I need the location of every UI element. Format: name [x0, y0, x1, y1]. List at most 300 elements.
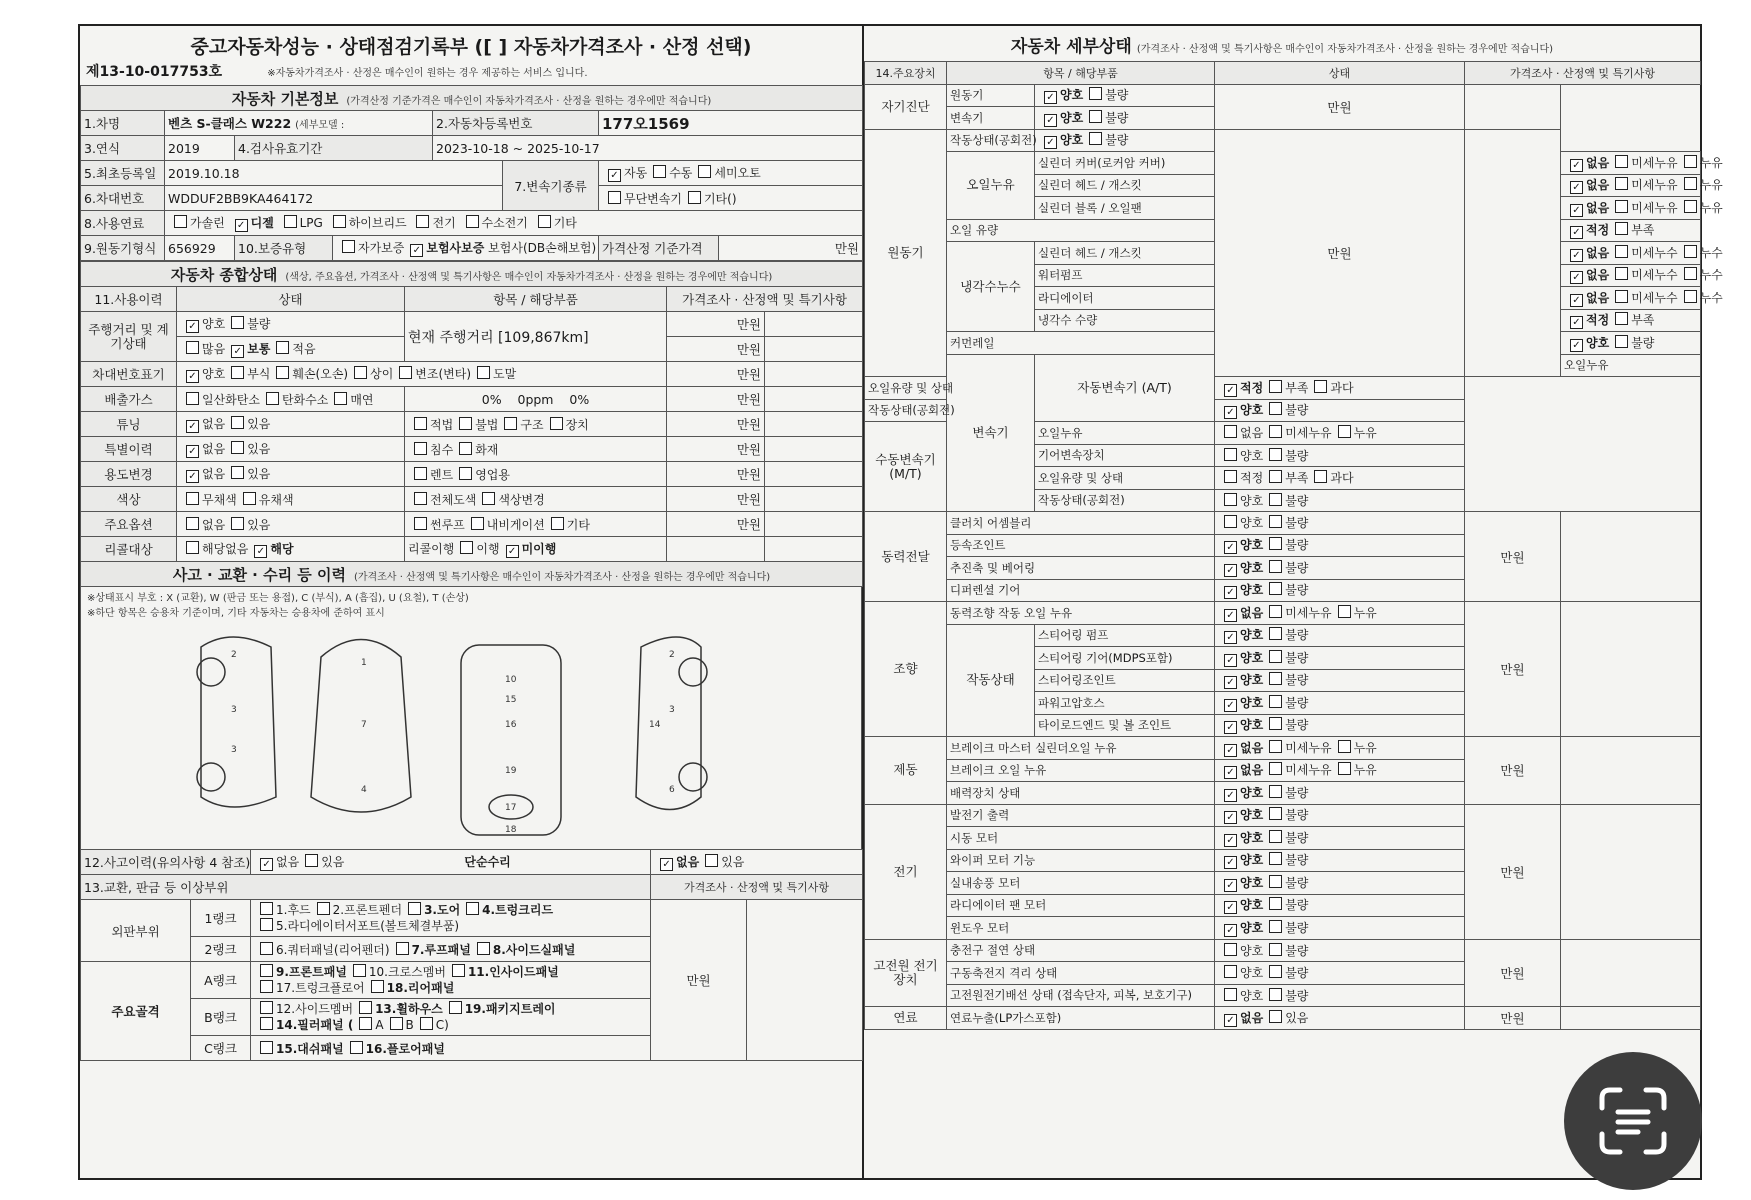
- checkbox-ps_oil-leak: [1338, 605, 1351, 618]
- checkbox-fuel_leak-exist: [1269, 1010, 1282, 1023]
- opt-diesel: 디젤: [250, 216, 274, 230]
- checkbox-mt_oil_leak-leak: [1338, 425, 1351, 438]
- check-rBd: [260, 1017, 273, 1030]
- unit-mileage-1: 만원: [667, 312, 765, 337]
- car-right-side-view: [636, 637, 701, 810]
- check-repair-exist: [705, 854, 718, 867]
- option-good: 양호: [1240, 673, 1264, 688]
- option-short: 부족: [1631, 223, 1655, 238]
- exchange-price-col: 가격조사 · 산정액 및 특기사항: [651, 875, 863, 900]
- check-rBe: [359, 1017, 372, 1030]
- option-bad: 불량: [1285, 808, 1309, 823]
- check-few: [276, 341, 289, 354]
- col-part: 항목 / 해당부품: [405, 287, 667, 312]
- group-elec: 전기: [865, 804, 947, 939]
- item-common_rail: 커먼레일: [947, 332, 1215, 355]
- check-self-warranty: [342, 240, 355, 253]
- status-starter: [1215, 827, 1465, 850]
- option-leak: 누유: [1353, 763, 1377, 778]
- option-leak: 누유: [1699, 155, 1723, 170]
- option-proper: 적정: [1586, 223, 1610, 238]
- check-chromatic: [243, 492, 256, 505]
- opt-recall-na: 해당없음: [202, 542, 249, 556]
- status-radiator: [1561, 287, 1723, 310]
- option-bad: 불량: [1285, 853, 1309, 868]
- check-accident-none: [260, 858, 273, 871]
- check-normal: [231, 345, 244, 358]
- item-cv_joint: 등속조인트: [947, 534, 1215, 557]
- status-generator: [1215, 804, 1465, 827]
- checkbox-cv_joint-good: [1224, 541, 1237, 554]
- status-booster: [1215, 782, 1465, 805]
- option-over: 과다: [1330, 380, 1354, 395]
- detail-row: [865, 737, 1701, 760]
- check-damage: [276, 366, 289, 379]
- check-fire: [459, 442, 472, 455]
- checkbox-rad_fan-bad: [1269, 897, 1282, 910]
- option-bad: 불량: [1285, 628, 1309, 643]
- option-none: 없음: [1240, 426, 1264, 441]
- checkbox-mt_oil_leak-none: [1224, 425, 1237, 438]
- status-rad_fan: [1215, 894, 1465, 917]
- checkbox-clutch-bad: [1269, 515, 1282, 528]
- part-pillar-panel: 14.필러패널 (: [276, 1018, 354, 1032]
- checkbox-radiator-water: [1684, 290, 1697, 303]
- check-r2b: [396, 942, 409, 955]
- group-fuel: 연료: [865, 1007, 947, 1030]
- checkbox-hv_wire-bad: [1269, 988, 1282, 1001]
- checkbox-cyl_head_gasket-none: [1570, 181, 1583, 194]
- checkbox-charge_port-good: [1224, 943, 1237, 956]
- checkbox-ps_oil-minor: [1269, 605, 1282, 618]
- price-unit-ps_oil: 만원: [1465, 602, 1561, 737]
- check-r2c: [477, 942, 490, 955]
- checkbox-radiator-minor_water: [1615, 290, 1628, 303]
- wheel-right-front: [679, 658, 707, 686]
- tuning-label: 튜닝: [81, 412, 177, 437]
- opt-accident-none: 없음: [276, 855, 300, 869]
- item-cyl_cover: 실린더 커버(로커암 커버): [1035, 152, 1215, 175]
- check-business: [459, 467, 472, 480]
- item-tie_rod: 타이로드엔드 및 볼 조인트: [1035, 714, 1215, 737]
- option-bad: 불량: [1285, 493, 1309, 508]
- item-starter: 시동 모터: [947, 827, 1215, 850]
- check-tamper: [399, 366, 412, 379]
- year: 2019: [165, 136, 235, 161]
- status-clutch: [1215, 512, 1465, 535]
- check-tuning-exist: [231, 416, 244, 429]
- checkbox-water_pump-water: [1684, 267, 1697, 280]
- checkbox-water_pump-minor_water: [1615, 267, 1628, 280]
- option-leak: 누유: [1353, 740, 1377, 755]
- option-none: 없음: [1586, 178, 1610, 193]
- opt-electric: 전기: [432, 216, 456, 230]
- checkbox-ps_oil-none: [1224, 609, 1237, 622]
- option-exist: 있음: [1285, 1010, 1309, 1025]
- text-scan-icon: [1564, 1052, 1702, 1190]
- rank1-label: 1랭크: [191, 900, 251, 937]
- accident-header: 사고 · 교환 · 수리 등 이력: [172, 565, 346, 584]
- option-bad: 불량: [1631, 335, 1655, 350]
- check-rCa: [260, 1041, 273, 1054]
- opt-hydrogen: 수소전기: [481, 216, 528, 230]
- check-illegal: [459, 417, 472, 430]
- opt-many: 많음: [202, 342, 226, 356]
- price-note-engine: [1465, 84, 1561, 129]
- rankB-label: B랭크: [191, 999, 251, 1036]
- opt-colorchange: 색상변경: [498, 492, 545, 507]
- option-bad: 불량: [1285, 830, 1309, 845]
- item-coolant: 냉각수 수량: [1035, 309, 1215, 332]
- status-engine: [1035, 84, 1215, 107]
- price-unit-generator: 만원: [1465, 804, 1561, 939]
- item-rad_fan: 라디에이터 팬 모터: [947, 894, 1215, 917]
- vin-label: 6.차대번호: [81, 186, 165, 211]
- subgroup-mt: 수동변속기 (M/T): [865, 422, 947, 512]
- opt-repair-exist: 있음: [721, 855, 745, 869]
- item-at_idle: 작동상태(공회전): [865, 399, 947, 422]
- check-fullpaint: [414, 492, 427, 505]
- color-label: 색상: [81, 487, 177, 512]
- checkbox-blower-good: [1224, 879, 1237, 892]
- check-rBf: [390, 1017, 403, 1030]
- diagram-num-7: 7: [361, 720, 367, 730]
- option-good: 양호: [1240, 830, 1264, 845]
- check-hydrogen: [466, 215, 479, 228]
- detail-title: 자동차 세부상태: [1010, 37, 1132, 57]
- item-engine: 원동기: [947, 84, 1035, 107]
- item-fuel_leak: 연료누출(LP가스포함): [947, 1007, 1215, 1030]
- check-mismatch: [354, 366, 367, 379]
- main-frame-label: 주요골격: [81, 962, 191, 1061]
- checkbox-cyl_cover-leak: [1684, 155, 1697, 168]
- checkbox-clutch-good: [1224, 515, 1237, 528]
- price-note-charge_port: [1561, 939, 1701, 1007]
- check-diesel: [235, 219, 248, 232]
- option-good: 양호: [1240, 650, 1264, 665]
- diagram-num-16: 16: [505, 720, 517, 730]
- opt-tuning-none: 없음: [202, 417, 226, 431]
- diagram-num-17: 17: [505, 803, 517, 813]
- option-leak: 누유: [1353, 426, 1377, 441]
- check-rent: [414, 467, 427, 480]
- option-bad: 불량: [1105, 88, 1129, 103]
- item-cyl_block: 실린더 블록 / 오일팬: [1035, 197, 1215, 220]
- checkbox-common_rail-good: [1570, 339, 1583, 352]
- opt-mismatch: 상이: [370, 367, 394, 381]
- status-brake_master: [1215, 737, 1465, 760]
- opt-flood: 침수: [430, 442, 454, 457]
- checkbox-at_oil_level-over: [1314, 380, 1327, 393]
- option-good: 양호: [1240, 943, 1264, 958]
- option-bad: 불량: [1285, 538, 1309, 553]
- checkbox-generator-good: [1224, 811, 1237, 824]
- checkbox-mt_oil_leak-minor: [1269, 425, 1282, 438]
- option-good: 양호: [1060, 88, 1084, 103]
- opt-recall-done: 이행: [476, 542, 500, 556]
- opt-fuel-etc: 기타: [553, 216, 577, 230]
- option-minor: 미세누유: [1631, 178, 1678, 193]
- mileage-label: 주행거리 및 계기상태: [81, 312, 177, 362]
- item-cyl_head_gasket: 실린더 헤드 / 개스킷: [1035, 174, 1215, 197]
- option-bad: 불량: [1285, 920, 1309, 935]
- option-proper: 적정: [1240, 380, 1264, 395]
- check-cvt: [608, 191, 621, 204]
- overall-header: 자동차 종합상태: [170, 265, 278, 284]
- checkbox-mt_gear-good: [1224, 448, 1237, 461]
- item-mt_idle: 작동상태(공회전): [1035, 489, 1215, 512]
- option-bad: 불량: [1105, 110, 1129, 125]
- option-leak: 누유: [1353, 605, 1377, 620]
- checkbox-rad_fan-good: [1224, 901, 1237, 914]
- check-rAc: [452, 964, 465, 977]
- checkbox-prop_shaft-bad: [1269, 560, 1282, 573]
- part-package-tray: 19.패키지트레이: [464, 1002, 556, 1016]
- price-unit-fuel_leak: 만원: [1465, 1007, 1561, 1030]
- option-bad: 불량: [1285, 718, 1309, 733]
- unit-special: 만원: [667, 437, 765, 462]
- accident-note: (가격조사 · 산정액 및 특기사항은 매수인이 자동차가격조사 · 산정을 원하는 경우에만 적습니다): [353, 571, 771, 583]
- check-recall-done: [460, 541, 473, 554]
- item-idle: 작동상태(공회전): [947, 129, 1035, 152]
- check-rAe: [371, 980, 384, 993]
- option-none: 없음: [1586, 155, 1610, 170]
- checkbox-engine-good: [1044, 91, 1057, 104]
- check-rBg: [420, 1017, 433, 1030]
- option-bad: 불량: [1285, 560, 1309, 575]
- check-stolen: [477, 366, 490, 379]
- detail-row: [865, 512, 1701, 535]
- detail-row: [865, 804, 1701, 827]
- price-note-brake_master: [1561, 737, 1701, 805]
- detail-row: [865, 129, 1701, 152]
- vin: WDDUF2BB9KA464172: [165, 186, 503, 211]
- option-good: 양호: [1240, 988, 1264, 1003]
- detail-row: [865, 84, 1701, 107]
- option-good: 양호: [1240, 853, 1264, 868]
- check-recall-notdone: [506, 545, 519, 558]
- checkbox-mt_oil_level-proper: [1224, 470, 1237, 483]
- unit-tuning: 만원: [667, 412, 765, 437]
- check-sunroof: [414, 517, 427, 530]
- option-short: 부족: [1285, 471, 1309, 486]
- diagram-num-2: 2: [231, 650, 237, 660]
- diagram-num-1: 1: [361, 658, 367, 668]
- status-blower: [1215, 872, 1465, 895]
- option-minor_water: 미세누수: [1631, 268, 1678, 283]
- special-label: 특별이력: [81, 437, 177, 462]
- checkbox-brake_oil-leak: [1338, 762, 1351, 775]
- status-common_rail: [1561, 332, 1701, 355]
- status-coolant: [1561, 309, 1701, 332]
- checkbox-booster-good: [1224, 789, 1237, 802]
- status-drive_battery: [1215, 962, 1465, 985]
- pillar-b: B: [405, 1018, 414, 1032]
- text-scan-button[interactable]: [1564, 1052, 1702, 1190]
- col-status: 상태: [1215, 62, 1465, 85]
- item-drive_battery: 구동축전지 격리 상태: [947, 962, 1215, 985]
- insurer-name: 보험사(DB손해보험): [488, 241, 597, 255]
- opt-special-exist: 있음: [247, 442, 271, 456]
- opt-damage: 훼손(오손): [292, 367, 349, 381]
- col-usage: 11.사용이력: [81, 287, 177, 312]
- group-engine: 원동기: [865, 129, 947, 377]
- col-state: 상태: [177, 287, 405, 312]
- option-good: 양호: [1240, 920, 1264, 935]
- opt-struct: 구조: [520, 417, 544, 432]
- subgroup-op: 작동상태: [947, 624, 1035, 737]
- option-good: 양호: [1240, 898, 1264, 913]
- option-bad: 불량: [1105, 133, 1129, 148]
- checkbox-mt_idle-bad: [1269, 493, 1282, 506]
- checkbox-transmission-bad: [1089, 110, 1102, 123]
- unit-options: 만원: [667, 512, 765, 537]
- status-cyl_head2: [1561, 242, 1723, 265]
- opt-recall-notdone: 미이행: [521, 542, 557, 556]
- opt-vin-good: 양호: [202, 367, 226, 381]
- item-window: 윈도우 모터: [947, 917, 1215, 940]
- opt-navi: 내비게이션: [486, 517, 545, 532]
- checkbox-mt_oil_level-over: [1314, 470, 1327, 483]
- opt-options-exist: 있음: [247, 517, 271, 532]
- option-water: 누수: [1699, 290, 1723, 305]
- outer-panel-label: 외판부위: [81, 900, 191, 962]
- checkbox-idle-bad: [1089, 132, 1102, 145]
- checkbox-fuel_leak-none: [1224, 1014, 1237, 1027]
- diagram-num-18: 18: [505, 825, 517, 835]
- item-generator: 발전기 출력: [947, 804, 1215, 827]
- option-leak: 누유: [1699, 200, 1723, 215]
- option-minor: 미세누유: [1631, 200, 1678, 215]
- option-leak: 누유: [1699, 178, 1723, 193]
- status-ps_oil: [1215, 602, 1465, 625]
- part-side-sill: 8.사이드실패널: [492, 942, 576, 957]
- opt-business: 영업용: [475, 467, 510, 482]
- options-label: 주요옵션: [81, 512, 177, 537]
- part-rear-panel: 18.리어패널: [386, 981, 455, 995]
- detail-note: (가격조사 · 산정액 및 특기사항은 매수인이 자동차가격조사 · 산정을 원하는 경우에만 적습니다): [1136, 44, 1554, 55]
- status-transmission: [1035, 107, 1215, 130]
- opt-usage-exist: 있음: [247, 467, 271, 481]
- checkbox-cyl_block-none: [1570, 204, 1583, 217]
- checkbox-at_idle-bad: [1269, 402, 1282, 415]
- price-unit-engine: 만원: [1215, 84, 1465, 129]
- checkbox-prop_shaft-good: [1224, 564, 1237, 577]
- checkbox-brake_master-none: [1224, 744, 1237, 757]
- checkbox-cyl_head_gasket-leak: [1684, 177, 1697, 190]
- opt-fullpaint: 전체도색: [430, 492, 477, 507]
- price-note-fuel_leak: [1561, 1007, 1701, 1030]
- rank2-label: 2랭크: [191, 937, 251, 962]
- check-r1a: [260, 902, 273, 915]
- status-brake_oil: [1215, 759, 1465, 782]
- col-item-part: 항목 / 해당부품: [947, 62, 1215, 85]
- basic-info-table: [80, 85, 863, 261]
- opt-illegal: 불법: [475, 417, 499, 432]
- checkbox-cyl_head_gasket-minor: [1615, 177, 1628, 190]
- option-proper: 적정: [1240, 471, 1264, 486]
- item-brake_master: 브레이크 마스터 실린더오일 누유: [947, 737, 1215, 760]
- unit-color: 만원: [667, 487, 765, 512]
- option-good: 양호: [1240, 628, 1264, 643]
- option-bad: 불량: [1285, 516, 1309, 531]
- opt-achromatic: 무채색: [202, 492, 237, 507]
- year-label: 3.연식: [81, 136, 165, 161]
- checkbox-radiator-none: [1570, 294, 1583, 307]
- accident-history-label: 12.사고이력(유의사항 4 참조): [81, 850, 251, 875]
- opt-tuning-exist: 있음: [247, 417, 271, 431]
- option-short: 부족: [1285, 380, 1309, 395]
- checkbox-wiper-good: [1224, 856, 1237, 869]
- checkbox-oil_level-proper: [1570, 226, 1583, 239]
- option-minor: 미세누유: [1285, 763, 1332, 778]
- option-bad: 불량: [1285, 583, 1309, 598]
- option-good: 양호: [1240, 516, 1264, 531]
- check-smoke: [334, 392, 347, 405]
- emission-values: 0% 0ppm 0%: [405, 387, 667, 412]
- detail-row: [865, 939, 1701, 962]
- pillar-a: A: [375, 1018, 384, 1032]
- item-water_pump: 워터펌프: [1035, 264, 1215, 287]
- item-ps_hose: 파워고압호스: [1035, 692, 1215, 715]
- car-damage-diagram: [80, 587, 862, 849]
- exchange-label: 13.교환, 판금 등 이상부위: [81, 875, 651, 900]
- checkbox-wiper-bad: [1269, 852, 1282, 865]
- checkbox-water_pump-none: [1570, 271, 1583, 284]
- status-at_oil_level: [1215, 377, 1465, 400]
- option-none: 없음: [1586, 290, 1610, 305]
- check-hybrid: [333, 215, 346, 228]
- diagram-num-15: 15: [505, 695, 517, 705]
- checkbox-common_rail-bad: [1615, 335, 1628, 348]
- rankA-label: A랭크: [191, 962, 251, 999]
- status-mt_oil_leak: [1215, 422, 1465, 445]
- opt-options-none: 없음: [202, 517, 226, 532]
- checkbox-mt_oil_level-short: [1269, 470, 1282, 483]
- inspect-period: 2023-10-18 ~ 2025-10-17: [433, 136, 863, 161]
- check-achromatic: [186, 492, 199, 505]
- check-special-none: [186, 445, 199, 458]
- right-page: [864, 26, 1723, 1178]
- option-minor_water: 미세누수: [1631, 245, 1678, 260]
- opt-semi: 세미오토: [714, 166, 761, 180]
- diagram-num-6: 6: [669, 785, 675, 795]
- part-hood: 1.후드: [276, 903, 311, 917]
- car-left-side-view: [201, 637, 276, 807]
- col-price-note: 가격조사 · 산정액 및 특기사항: [1465, 62, 1701, 85]
- group-steer: 조향: [865, 602, 947, 737]
- diagram-num-10: 10: [505, 675, 517, 685]
- check-options-etc: [551, 517, 564, 530]
- unit-mileage-2: 만원: [667, 337, 765, 362]
- option-none: 없음: [1586, 245, 1610, 260]
- unit-emission: 만원: [667, 387, 765, 412]
- recall-perform-label: 리콜이행: [408, 542, 455, 556]
- checkbox-starter-good: [1224, 834, 1237, 847]
- check-repair-none: [660, 858, 673, 871]
- opt-insurer-warranty: 보험사보증: [426, 241, 485, 255]
- part-trunk-lid: 4.트렁크리드: [482, 903, 554, 917]
- check-r1b: [317, 902, 330, 915]
- option-short: 부족: [1631, 313, 1655, 328]
- status-prop_shaft: [1215, 557, 1465, 580]
- part-inside-panel: 11.인사이드패널: [467, 965, 559, 979]
- check-options-exist: [231, 517, 244, 530]
- opt-usage-none: 없음: [202, 467, 226, 481]
- option-water: 누수: [1699, 268, 1723, 283]
- status-idle: [1035, 129, 1215, 152]
- left-page: [80, 26, 864, 1178]
